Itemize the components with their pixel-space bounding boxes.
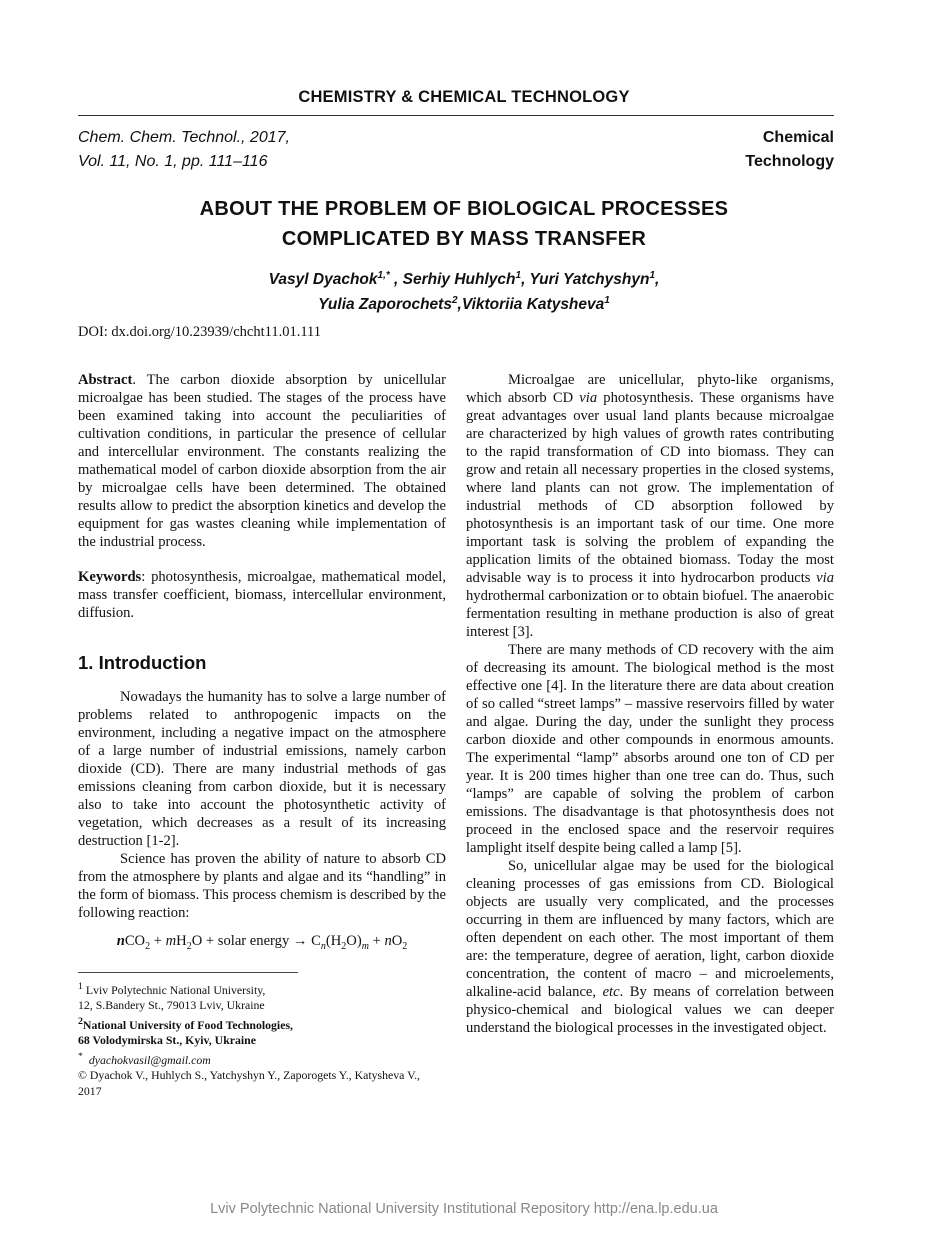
- author-name: Serhiy Huhlych: [402, 271, 516, 289]
- corresponding-email[interactable]: dyachokvasil@gmail.com: [88, 1052, 211, 1067]
- keywords-label: Keywords: [78, 569, 142, 585]
- body-paragraph-2: There are many methods of CD recovery with the aim of decreasing its amount. The biological method is the most effective one [4]. In the literature there are data about creation of so called “street lamps” – massive reservoirs filled by water and algae. During the day, under the sunlight they process carbon dioxide and other compounds in enormous amounts. The experimental “lamp” absorbs around one ton of CD per year. It is 200 times higher than one tree can do. Thus, such “lamps” are capable of solving the problem of carbon emissions. The disadvantage is that photosynthesis does not proceed in the enclosed space and the reservoir requires lamplight itself despite being called a lamp [5].: [466, 642, 834, 856]
- citation: [78, 126, 290, 174]
- title-line-2: COMPLICATED BY MASS TRANSFER: [281, 228, 647, 250]
- separator: ,: [655, 271, 660, 289]
- reaction-equation: $nCO_2 + mH_2O$ + solar energy → $C_n(H_2O)_m + nO_2$: [116, 933, 408, 952]
- footnotes: $^1$ Lviv Polytechnic National University, 12, S.Bandery St., 79013 Lviv, Ukraine $^2$National University of Food Technologies, 68 Volodymirska St., Kyiv, Ukraine * dyachokvasil@gmail.com © Dyachok V., Huhlych S., Yatchyshyn Y., Zaporogets Y., Katysheva V., 2017: [78, 979, 446, 1099]
- separator: ,: [457, 296, 462, 314]
- affiliation-2-address: 68 Volodymirska St., Kyiv, Ukraine: [78, 1033, 256, 1048]
- separator: ,: [389, 271, 403, 289]
- abstract-text: . The carbon dioxide absorption by unicellular microalgae has been studied. The stages of the process have been examined taking into account the peculiarities of cultivation conditions, in particular the presence of cellular and intercellular environment. The constants realizing the mathematical model of carbon dioxide absorption from the air by microalgae cells have been determined. The obtained results allow to predict the absorption kinetics and develop the equipment for gas wastes cleaning while implementation of the industrial process.: [78, 372, 446, 550]
- paper-title: [0, 194, 928, 254]
- keywords: [78, 568, 446, 622]
- affiliation-mark: 1: [649, 270, 656, 281]
- intro-heading: 1. Introduction: [78, 652, 207, 673]
- doi[interactable]: DOI: dx.doi.org/10.23939/chcht11.01.111: [78, 324, 321, 340]
- repository-footer: Lviv Polytechnic National University Institutional Repository http://ena.lp.edu.ua: [210, 1201, 718, 1217]
- abstract: [78, 371, 446, 551]
- affiliation-1-address: 12, S.Bandery St., 79013 Lviv, Ukraine: [78, 998, 265, 1013]
- abstract-label: Abstract: [78, 372, 133, 388]
- author-name: Vasyl Dyachok: [268, 271, 378, 289]
- header-rule: [78, 115, 834, 116]
- citation-line-2: Vol. 11, No. 1, pp. 111–116: [78, 153, 268, 170]
- section-line-1: Chemical: [762, 129, 834, 146]
- section-line-2: Technology: [745, 153, 834, 170]
- body-paragraph-1: Microalgae are unicellular, phyto-like organisms, which absorb CD via photosynthesis. These organisms have great advantages over usual land plants because microalgae are characterized by high values of growth rates contributing to the rapid transformation of CD into biomass. They can grow and retain all necessary properties in the closed systems, where land plants can not grow. The implementation of industrial methods of CD absorption followed by photosynthesis is an important task of our time. One more important task is solving the problem of expanding the application limits of the obtained biomass. Today the most advisable way is to process it into hydrocarbon products via hydrothermal carbonization or to obtain biofuel. The anaerobic fermentation resulting in methane production is also of great interest [3].: [466, 372, 834, 640]
- authors: [0, 265, 928, 315]
- author-name: Yulia Zaporochets: [318, 296, 452, 314]
- title-line-1: ABOUT THE PROBLEM OF BIOLOGICAL PROCESSES: [199, 198, 729, 220]
- left-column: [78, 371, 446, 1099]
- body-paragraph-3: So, unicellular algae may be used for the biological cleaning processes of gas emissions from CD. Biological objects are usually very complicated, and the processes occurring in them are influenced by many factors, which are often dependent on each other. The most important of them are: the temperature, degree of aeration, light, carbon dioxide concentration, the content of macro – and microelements, alkaline-acid balance, etc. By means of correlation between physico-chemical and biological values we can deeper understand the biological processes in the investigated object.: [466, 858, 835, 1036]
- separator: ,: [521, 271, 530, 289]
- copyright: © Dyachok V., Huhlych S., Yatchyshyn Y., Zaporogets Y., Katysheva V., 2017: [78, 1068, 421, 1098]
- citation-line-1: Chem. Chem. Technol., 2017,: [78, 129, 290, 146]
- journal-header: CHEMISTRY & CHEMICAL TECHNOLOGY: [298, 88, 630, 106]
- footnote-rule: [78, 972, 298, 973]
- intro-paragraph-2: Science has proven the ability of nature to absorb CD from the atmosphere by plants and algae and its “handling” in the form of biomass. This process chemism is described by the following reaction:: [78, 851, 446, 921]
- affiliation-1: Lviv Polytechnic National University,: [85, 982, 266, 997]
- intro-paragraph-1: Nowadays the humanity has to solve a large number of problems related to anthropogenic impacts on the environment, including a negative impact on the atmosphere of a large number of industrial emissions, namely carbon dioxide (CD). There are many industrial methods of gas emissions cleaning from carbon dioxide, but it is necessary also to take into account the photosynthetic activity of vegetation, which decreases as a result of its increasing destruction [1-2].: [78, 689, 446, 849]
- affiliation-mark: 1: [604, 295, 610, 307]
- right-column: [466, 371, 834, 1037]
- affiliation-mark: 1,*: [377, 270, 390, 281]
- affiliation-mark: 2: [451, 295, 458, 307]
- keywords-text: : photosynthesis, microalgae, mathematical model, mass transfer coefficient, biomass, intercellular environment, diffusion.: [78, 569, 446, 621]
- author-name: Yuri Yatchyshyn: [529, 271, 650, 289]
- affiliation-2: National University of Food Technologies,: [82, 1017, 293, 1032]
- section-name: [745, 126, 834, 174]
- affiliation-mark: 1: [515, 270, 522, 281]
- author-name: Viktoriia Katysheva: [461, 296, 605, 314]
